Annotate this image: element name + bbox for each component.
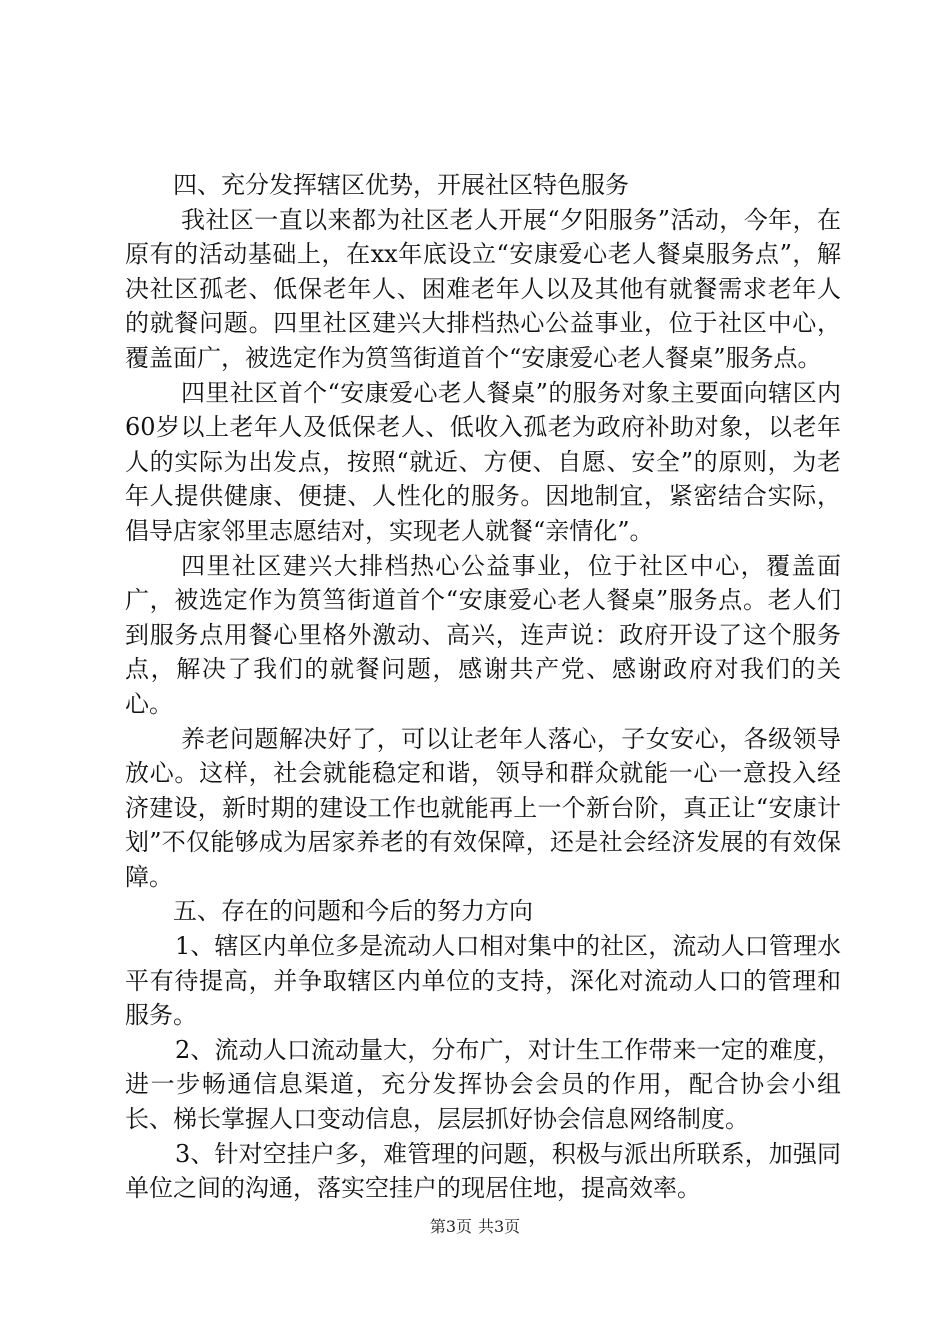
list-item-2: 2、流动人口流动量大，分布广，对计生工作带来一定的难度，进一步畅通信息渠道，充分发挥协会会员的作用，配合协会小组长、梯长掌握人口变动信息，层层抓好协会信息网络制度。	[125, 1035, 841, 1134]
section-heading-5: 五、存在的问题和今后的努力方向	[173, 897, 533, 926]
paragraph-elderly-care: 养老问题解决好了，可以让老年人落心，子女安心，各级领导放心。这样，社会就能稳定和谐，领导和群众就能一心一意投入经济建设，新时期的建设工作也就能再上一个新台阶，真正让“安康计划”不仅能够成为居家养老的有效保障，还是社会经济发展的有效保障。	[125, 724, 841, 891]
page-footer	[0, 1217, 950, 1237]
total-pages: 共3页	[478, 1217, 521, 1236]
list-item-3: 3、针对空挂户多，难管理的问题，积极与派出所联系，加强同单位之间的沟通，落实空挂户的现居住地，提高效率。	[125, 1139, 841, 1203]
paragraph-sunset-service: 我社区一直以来都为社区老人开展“夕阳服务”活动，今年，在原有的活动基础上，在xx年底设立“安康爱心老人餐桌服务点”，解决社区孤老、低保老年人、困难老年人以及其他有就餐需求老年人的就餐问题。四里社区建兴大排档热心公益事业，位于社区中心，覆盖面广，被选定作为筼筜街道首个“安康爱心老人餐桌”服务点。	[125, 205, 841, 372]
page-number: 第3页	[429, 1217, 472, 1236]
document-body	[125, 168, 841, 1206]
list-item-1: 1、辖区内单位多是流动人口相对集中的社区，流动人口管理水平有待提高，并争取辖区内单位的支持，深化对流动人口的管理和服务。	[125, 932, 841, 1030]
section-heading-4: 四、充分发挥辖区优势，开展社区特色服务	[173, 171, 629, 199]
paragraph-service-targets: 四里社区首个“安康爱心老人餐桌”的服务对象主要面向辖区内60岁以上老年人及低保老人、低收入孤老为政府补助对象，以老年人的实际为出发点，按照“就近、方便、自愿、安全”的原则，为老年人提供健康、便捷、人性化的服务。因地制宜，紧密结合实际，倡导店家邻里志愿结对，实现老人就餐“亲情化”。	[125, 378, 841, 545]
paragraph-service-point: 四里社区建兴大排档热心公益事业，位于社区中心，覆盖面广，被选定作为筼筜街道首个“安康爱心老人餐桌”服务点。老人们到服务点用餐心里格外激动、高兴，连声说：政府开设了这个服务点，解决了我们的就餐问题，感谢共产党、感谢政府对我们的关心。	[125, 551, 841, 718]
